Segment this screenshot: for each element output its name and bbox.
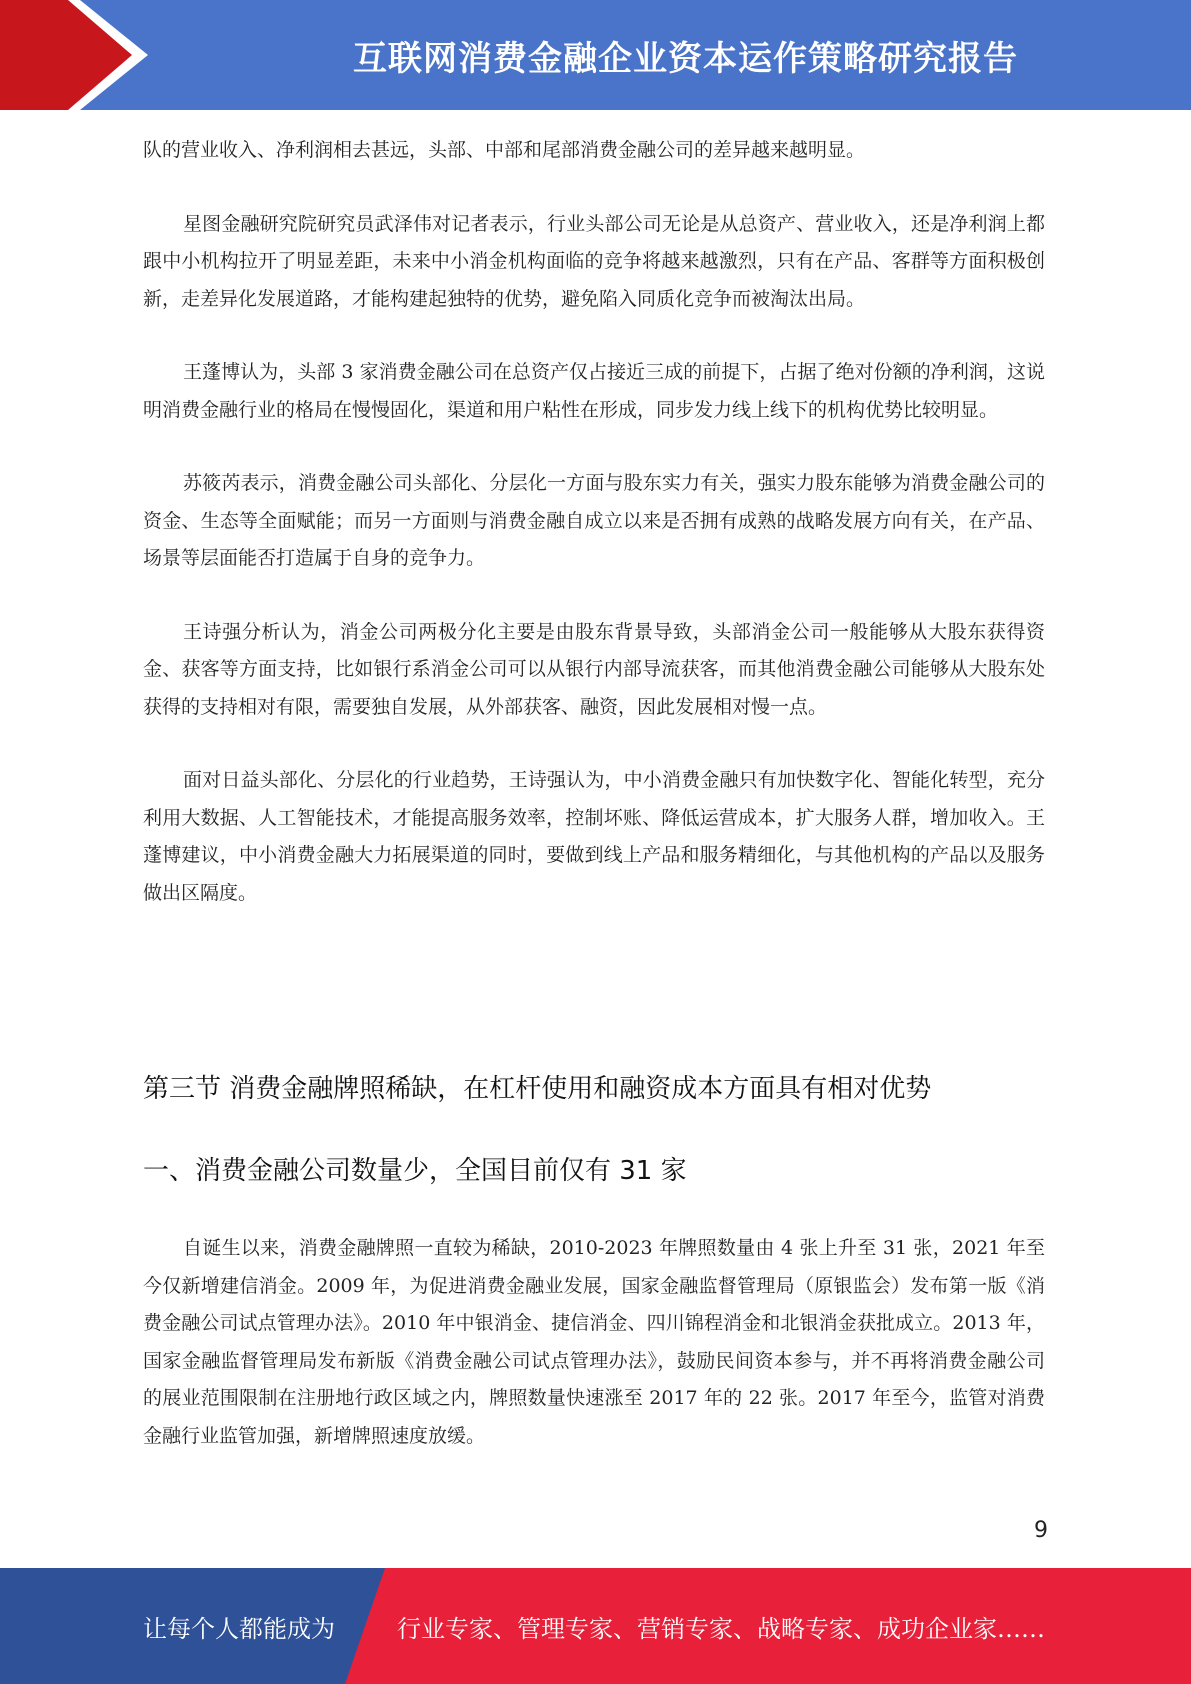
paragraph-continued: 队的营业收入、净利润相去甚远，头部、中部和尾部消费金融公司的差异越来越明显。 [143,139,866,161]
paragraph: 自诞生以来，消费金融牌照一直较为稀缺，2010-2023 年牌照数量由 4 张上升至 31 张，2021 年至今仅新增建信消金。2009 年，为促进消费金融业发展，国家金融监督管理局（原银监会）发布第一版《消费金融公司试点管理办法》。2010 年中银消金、捷信消金、四川锦程消金和北银消金获批成立。2013 年，国家金融监督管理局发布新版《消费金融公司试点管理办法》，鼓励民间资本参与，并不再将消费金融公司的展业范围限制在注册地行政区域之内，牌照数量快速涨至 2017 年的 22 张。2017 年至今，监管对消费金融行业监管加强，新增牌照速度放缓。 [143,1237,1045,1447]
paragraph: 星图金融研究院研究员武泽伟对记者表示，行业头部公司无论是从总资产、营业收入，还是净利润上都跟中小机构拉开了明显差距，未来中小消金机构面临的竞争将越来越激烈，只有在产品、客群等方面积极创新，走差异化发展道路，才能构建起独特的优势，避免陷入同质化竞争而被淘汰出局。 [143,212,1045,310]
page-number: 9 [1034,1518,1048,1543]
paragraph: 王蓬博认为，头部 3 家消费金融公司在总资产仅占接近三成的前提下，占据了绝对份额的净利润，这说明消费金融行业的格局在慢慢固化，渠道和用户粘性在形成，同步发力线上线下的机构优势比较明显。 [143,361,1045,421]
section-body-text [143,1230,1045,1491]
section-heading: 第三节 消费金融牌照稀缺，在杠杆使用和融资成本方面具有相对优势 [143,1074,932,1104]
report-title: 互联网消费金融企业资本运作策略研究报告 [353,38,1018,79]
footer-slogan-left: 让每个人都能成为 [143,1614,335,1643]
paragraph: 面对日益头部化、分层化的行业趋势，王诗强认为，中小消费金融只有加快数字化、智能化转型，充分利用大数据、人工智能技术，才能提高服务效率，控制坏账、降低运营成本，扩大服务人群，增加收入。王蓬博建议，中小消费金融大力拓展渠道的同时，要做到线上产品和服务精细化，与其他机构的产品以及服务做出区隔度。 [143,769,1045,904]
header-banner [0,0,1191,110]
paragraph: 苏筱芮表示，消费金融公司头部化、分层化一方面与股东实力有关，强实力股东能够为消费金融公司的资金、生态等全面赋能；而另一方面则与消费金融自成立以来是否拥有成熟的战略发展方向有关，在产品、场景等层面能否打造属于自身的竞争力。 [143,472,1045,569]
footer-banner [0,1568,1191,1684]
footer-slogan-right: 行业专家、管理专家、营销专家、战略专家、成功企业家…… [397,1614,1045,1643]
subsection-heading: 一、消费金融公司数量少，全国目前仅有 31 家 [143,1156,687,1186]
body-text [143,132,1045,948]
paragraph: 王诗强分析认为，消金公司两极分化主要是由股东背景导致，头部消金公司一般能够从大股东获得资金、获客等方面支持，比如银行系消金公司可以从银行内部导流获客，而其他消费金融公司能够从大股东处获得的支持相对有限，需要独自发展，从外部获客、融资，因此发展相对慢一点。 [143,620,1045,718]
